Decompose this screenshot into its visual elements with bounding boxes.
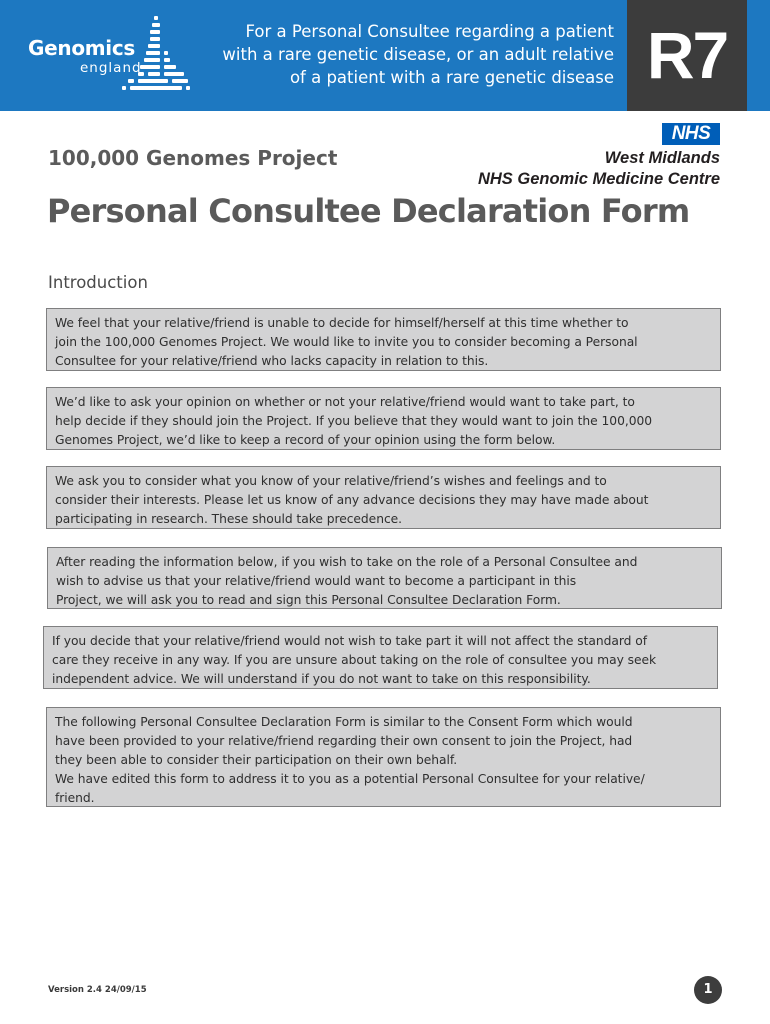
section-heading-introduction: Introduction <box>48 273 148 292</box>
banner-line: with a rare genetic disease, or an adult relative <box>222 45 614 64</box>
intro-paragraph-box <box>43 626 718 689</box>
version-label: Version 2.4 24/09/15 <box>48 985 147 995</box>
banner-line: of a patient with a rare genetic disease <box>289 68 614 87</box>
trust-line: West Midlands <box>604 149 720 167</box>
paragraph-line: The following Personal Consultee Declaration Form is similar to the Consent Form which would <box>55 715 633 729</box>
paragraph-line: We’d like to ask your opinion on whether or not your relative/friend would want to take part, to <box>55 395 635 409</box>
form-title: Personal Consultee Declaration Form <box>47 192 690 230</box>
paragraph-line: Consultee for your relative/friend who lacks capacity in relation to this. <box>55 354 489 368</box>
paragraph-line: wish to advise us that your relative/friend would want to become a participant in this <box>56 574 577 588</box>
paragraph-line: After reading the information below, if you wish to take on the role of a Personal Consultee and <box>56 555 638 569</box>
nhs-logo: NHS <box>662 123 720 145</box>
paragraph-line: they been able to consider their participation on their own behalf. <box>55 753 458 767</box>
paragraph-line: join the 100,000 Genomes Project. We would like to invite you to consider becoming a Personal <box>55 335 638 349</box>
paragraph-line: participating in research. These should take precedence. <box>55 512 403 526</box>
trust-name <box>478 148 720 190</box>
paragraph-line: We feel that your relative/friend is unable to decide for himself/herself at this time whether to <box>55 316 629 330</box>
paragraph-line: care they receive in any way. If you are unsure about taking on the role of consultee you may seek <box>52 653 657 667</box>
paragraph-line: friend. <box>55 791 95 805</box>
intro-paragraph-box <box>47 547 722 609</box>
intro-paragraph-box <box>46 387 721 450</box>
banner-description <box>194 20 614 89</box>
paragraph-line: help decide if they should join the Project. If you believe that they would want to join the 100,000 <box>55 414 653 428</box>
project-title: 100,000 Genomes Project <box>48 146 338 170</box>
paragraph-line: independent advice. We will understand if you do not want to take on this responsibility. <box>52 672 591 686</box>
paragraph-line: We have edited this form to address it to you as a potential Personal Consultee for your relative/ <box>55 772 645 786</box>
logo-subtitle: england <box>80 60 142 76</box>
form-code-badge: R7 <box>627 0 747 111</box>
paragraph-line: Genomes Project, we’d like to keep a record of your opinion using the form below. <box>55 433 556 447</box>
intro-paragraph-box <box>46 466 721 529</box>
banner-line: For a Personal Consultee regarding a patient <box>245 22 614 41</box>
page-number-badge: 1 <box>694 976 722 1004</box>
paragraph-line: We ask you to consider what you know of your relative/friend’s wishes and feelings and to <box>55 474 607 488</box>
genomics-england-logo <box>28 14 196 96</box>
paragraph-line: consider their interests. Please let us know of any advance decisions they may have made about <box>55 493 649 507</box>
paragraph-line: have been provided to your relative/friend regarding their own consent to join the Project, had <box>55 734 633 748</box>
trust-line: NHS Genomic Medicine Centre <box>477 170 720 188</box>
header-banner <box>0 0 770 111</box>
intro-paragraph-box <box>46 308 721 371</box>
paragraph-line: Project, we will ask you to read and sign this Personal Consultee Declaration Form. <box>56 593 561 607</box>
paragraph-line: If you decide that your relative/friend would not wish to take part it will not affect the standard of <box>52 634 648 648</box>
logo-name: Genomics <box>28 36 136 60</box>
intro-paragraph-box <box>46 707 721 807</box>
